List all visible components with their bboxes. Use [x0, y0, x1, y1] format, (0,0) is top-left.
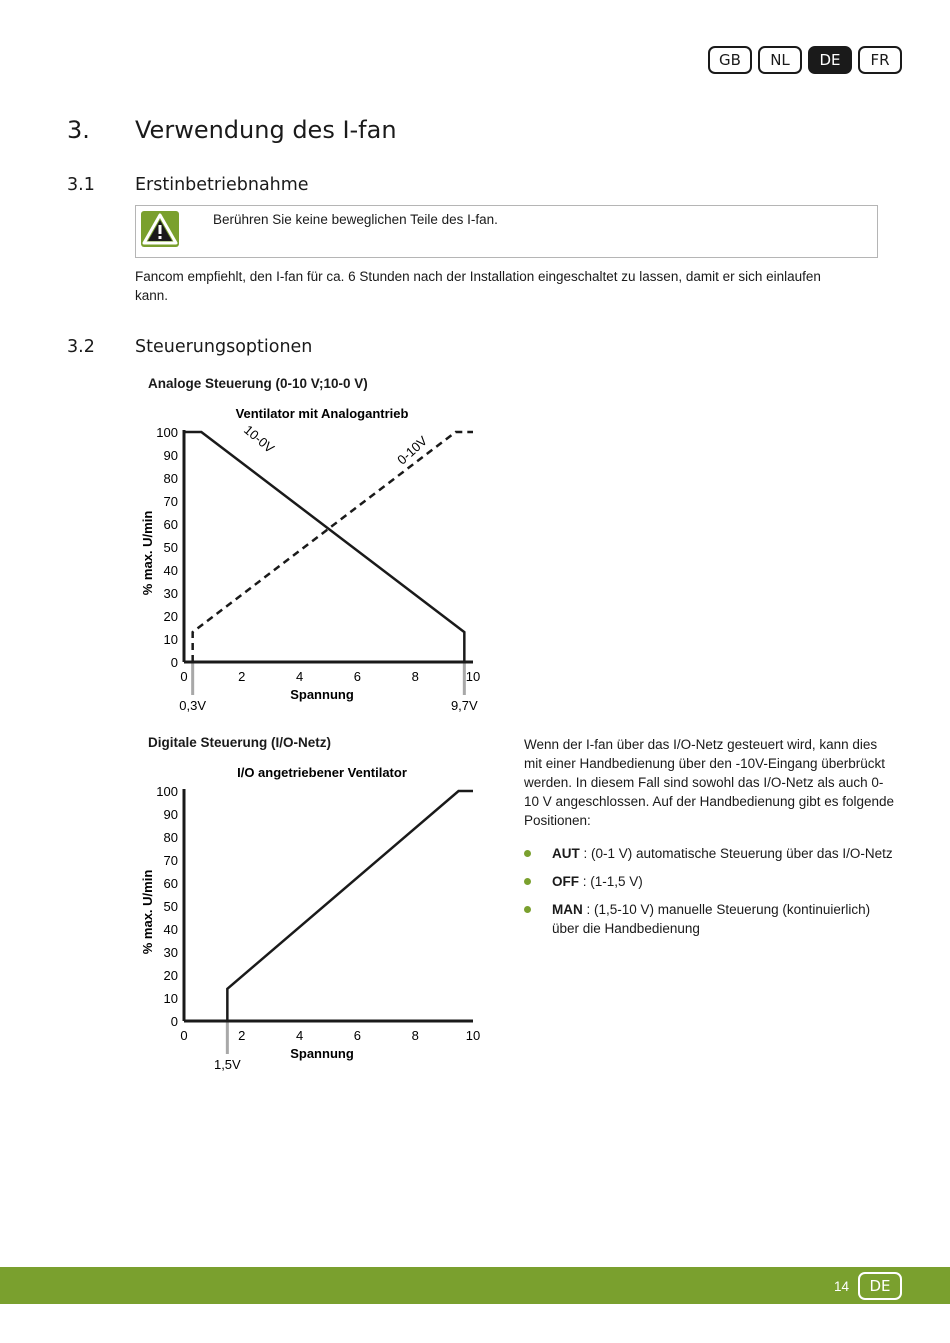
- list-item: [524, 900, 896, 938]
- analog-control-label: Analoge Steuerung (0-10 V;10-0 V): [148, 376, 368, 391]
- x-tick-label: 4: [295, 1028, 304, 1043]
- io-description: [524, 735, 896, 947]
- y-tick-label: 0: [170, 655, 178, 670]
- bullet-text: : (1,5-10 V) manuelle Steuerung (kontinuierlich) über die Handbedienung: [552, 902, 871, 936]
- subsection-title-2: Steuerungsoptionen: [135, 337, 313, 357]
- series-line: [193, 432, 473, 662]
- series-label: 10-0V: [241, 422, 278, 456]
- x-tick-label: 6: [353, 1028, 362, 1043]
- y-tick-label: 30: [163, 945, 178, 960]
- x-axis-label: Spannung: [290, 687, 354, 702]
- x-tick-label: 4: [295, 669, 304, 684]
- subsection-title-1: Erstinbetriebnahme: [135, 175, 309, 195]
- language-selector: [708, 46, 902, 74]
- x-tick-label: 0: [180, 1028, 188, 1043]
- x-tick-label: 2: [238, 1028, 246, 1043]
- x-tick-label: 8: [411, 1028, 419, 1043]
- bullet-term: OFF: [552, 874, 579, 889]
- x-tick-label: 0: [180, 669, 188, 684]
- lang-tab-de[interactable]: DE: [808, 46, 852, 74]
- footer-lang-badge: DE: [858, 1272, 902, 1300]
- y-axis-label: % max. U/min: [140, 869, 155, 955]
- list-item: [524, 844, 896, 863]
- x-tick-label: 2: [238, 669, 246, 684]
- warning-text: Berühren Sie keine beweglichen Teile des I-fan.: [213, 212, 498, 227]
- y-tick-label: 90: [163, 807, 178, 822]
- y-tick-label: 50: [163, 540, 178, 555]
- bullet-term: AUT: [552, 846, 580, 861]
- x-tick-label: 10: [465, 669, 481, 684]
- y-tick-label: 90: [163, 448, 178, 463]
- digital-control-label: Digitale Steuerung (I/O-Netz): [148, 735, 332, 750]
- io-description-text: Wenn der I-fan über das I/O-Netz gesteuert wird, kann dies mit einer Handbedienung über den -10V-Eingang überbrückt werden. In diesem Fall sind sowohl das I/O-Netz als auch 0-10 V angeschlossen. Auf der Handbedienung gibt es folgende Positionen:: [524, 737, 895, 828]
- marker-label: 0,3V: [179, 698, 207, 713]
- y-tick-label: 50: [163, 899, 178, 914]
- page-number: 14: [833, 1279, 849, 1294]
- y-tick-label: 40: [163, 922, 178, 937]
- digital-chart: [130, 759, 500, 1079]
- list-item: [524, 872, 896, 891]
- lang-tab-gb[interactable]: GB: [708, 46, 752, 74]
- subsection-number-2: 3.2: [67, 337, 95, 357]
- y-tick-label: 60: [163, 876, 178, 891]
- y-tick-label: 100: [156, 425, 178, 440]
- position-list: [524, 844, 896, 938]
- series-line: [227, 791, 473, 1021]
- footer-bar: [0, 1267, 950, 1304]
- y-tick-label: 80: [163, 471, 178, 486]
- marker-label: 9,7V: [450, 698, 478, 713]
- x-tick-label: 10: [465, 1028, 481, 1043]
- y-tick-label: 10: [163, 991, 178, 1006]
- y-tick-label: 60: [163, 517, 178, 532]
- intro-paragraph: Fancom empfiehlt, den I-fan für ca. 6 Stunden nach der Installation eingeschaltet zu lassen, damit er sich einlaufen kann.: [135, 269, 821, 303]
- lang-tab-fr[interactable]: FR: [858, 46, 902, 74]
- lang-tab-nl[interactable]: NL: [758, 46, 802, 74]
- y-tick-label: 100: [156, 784, 178, 799]
- chart-title: I/O angetriebener Ventilator: [237, 765, 407, 780]
- series-line: [184, 432, 464, 662]
- y-tick-label: 10: [163, 632, 178, 647]
- x-tick-label: 6: [353, 669, 362, 684]
- x-tick-label: 8: [411, 669, 419, 684]
- x-axis-label: Spannung: [290, 1046, 354, 1061]
- warning-triangle-icon: [141, 211, 179, 247]
- y-tick-label: 70: [163, 853, 178, 868]
- y-tick-label: 80: [163, 830, 178, 845]
- bullet-icon: [524, 878, 531, 885]
- y-tick-label: 40: [163, 563, 178, 578]
- bullet-icon: [524, 850, 531, 857]
- section-number: 3.: [67, 116, 90, 144]
- series-label: 0-10V: [394, 433, 431, 468]
- y-tick-label: 20: [163, 968, 178, 983]
- bullet-term: MAN: [552, 902, 583, 917]
- y-tick-label: 70: [163, 494, 178, 509]
- y-tick-label: 30: [163, 586, 178, 601]
- section-title: Verwendung des I-fan: [135, 116, 397, 144]
- bullet-icon: [524, 906, 531, 913]
- bullet-text: : (0-1 V) automatische Steuerung über das I/O-Netz: [579, 846, 893, 861]
- y-tick-label: 20: [163, 609, 178, 624]
- chart-title: Ventilator mit Analogantrieb: [235, 406, 409, 421]
- warning-box: [135, 205, 878, 258]
- analog-chart: [130, 400, 500, 720]
- bullet-text: : (1-1,5 V): [579, 874, 643, 889]
- marker-label: 1,5V: [213, 1057, 241, 1072]
- y-axis-label: % max. U/min: [140, 510, 155, 596]
- subsection-number-1: 3.1: [67, 175, 95, 195]
- y-tick-label: 0: [170, 1014, 178, 1029]
